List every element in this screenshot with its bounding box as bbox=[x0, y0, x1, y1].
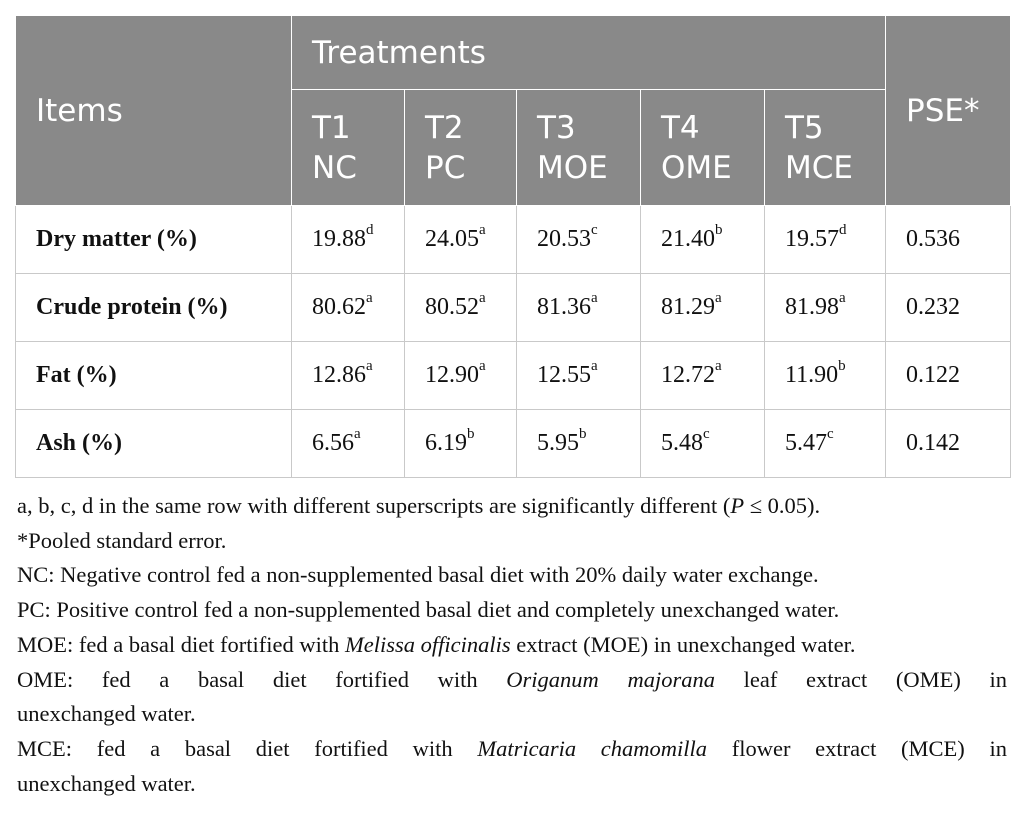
header-t5 bbox=[765, 90, 886, 206]
footnote-moe: MOE: fed a basal diet fortified with Melissa officinalis extract (MOE) in unexchanged water. bbox=[17, 631, 856, 657]
table-footnotes bbox=[17, 489, 1007, 801]
table-cell: 21.40$^b$ bbox=[641, 206, 765, 274]
table-cell: 5.95$^b$ bbox=[517, 410, 641, 478]
table-cell: 24.05$^a$ bbox=[405, 206, 517, 274]
table-row bbox=[16, 274, 1011, 342]
row-label: Dry matter (%) bbox=[16, 206, 292, 274]
header-t2 bbox=[405, 90, 517, 206]
table-cell: 81.98$^a$ bbox=[765, 274, 886, 342]
table-cell: 81.36$^a$ bbox=[517, 274, 641, 342]
table-cell: 5.47$^c$ bbox=[765, 410, 886, 478]
table-cell: 12.55$^a$ bbox=[517, 342, 641, 410]
table-cell: 12.86$^a$ bbox=[292, 342, 405, 410]
row-label: Ash (%) bbox=[16, 410, 292, 478]
header-treatments: Treatments bbox=[292, 16, 886, 90]
header-items: Items bbox=[16, 16, 292, 206]
header-t2-code: T2 bbox=[425, 109, 464, 146]
table-cell: 11.90$^b$ bbox=[765, 342, 886, 410]
table-cell: 19.57$^d$ bbox=[765, 206, 886, 274]
header-t4 bbox=[641, 90, 765, 206]
header-pse: PSE* bbox=[886, 16, 1011, 206]
table-cell: 6.56$^a$ bbox=[292, 410, 405, 478]
table-cell: 12.72$^a$ bbox=[641, 342, 765, 410]
footnote-pse: *Pooled standard error. bbox=[17, 527, 227, 553]
table-cell: 12.90$^a$ bbox=[405, 342, 517, 410]
footnote-nc: NC: Negative control fed a non-supplemented basal diet with 20% daily water exchange. bbox=[17, 562, 819, 588]
footnote-mce: MCE: fed a basal diet fortified with Matricaria chamomilla flower extract (MCE) in bbox=[17, 735, 1007, 761]
row-label: Crude protein (%) bbox=[16, 274, 292, 342]
table-row bbox=[16, 342, 1011, 410]
header-t4-code: T4 bbox=[661, 109, 700, 146]
header-t3 bbox=[517, 90, 641, 206]
table-cell: 6.19$^b$ bbox=[405, 410, 517, 478]
header-t1 bbox=[292, 90, 405, 206]
header-t1-code: T1 bbox=[312, 109, 351, 146]
table-cell: 5.48$^c$ bbox=[641, 410, 765, 478]
header-t5-code: T5 bbox=[785, 109, 824, 146]
pse-cell: 0.122 bbox=[886, 342, 1011, 410]
header-t2-abbr: PC bbox=[425, 149, 466, 186]
table-cell: 19.88$^d$ bbox=[292, 206, 405, 274]
footnote-mce-cont: unexchanged water. bbox=[17, 770, 196, 796]
pse-cell: 0.232 bbox=[886, 274, 1011, 342]
header-t3-code: T3 bbox=[537, 109, 576, 146]
composition-table bbox=[15, 15, 1011, 478]
table-row bbox=[16, 206, 1011, 274]
header-t4-abbr: OME bbox=[661, 149, 732, 186]
footnote-pc: PC: Positive control fed a non-supplemented basal diet and completely unexchanged water. bbox=[17, 597, 840, 623]
table-container bbox=[15, 15, 1010, 478]
footnote-ome: OME: fed a basal diet fortified with Origanum majorana leaf extract (OME) in bbox=[17, 666, 1007, 692]
table-cell: 80.62$^a$ bbox=[292, 274, 405, 342]
header-t5-abbr: MCE bbox=[785, 149, 853, 186]
table-cell: 20.53$^c$ bbox=[517, 206, 641, 274]
footnote-ome-cont: unexchanged water. bbox=[17, 701, 196, 727]
footnote-significance: a, b, c, d in the same row with different superscripts are significantly different (P ≤ 0.05). bbox=[17, 493, 821, 518]
row-label: Fat (%) bbox=[16, 342, 292, 410]
table-cell: 80.52$^a$ bbox=[405, 274, 517, 342]
header-t3-abbr: MOE bbox=[537, 149, 608, 186]
table-row bbox=[16, 410, 1011, 478]
header-t1-abbr: NC bbox=[312, 149, 357, 186]
pse-cell: 0.536 bbox=[886, 206, 1011, 274]
pse-cell: 0.142 bbox=[886, 410, 1011, 478]
table-cell: 81.29$^a$ bbox=[641, 274, 765, 342]
